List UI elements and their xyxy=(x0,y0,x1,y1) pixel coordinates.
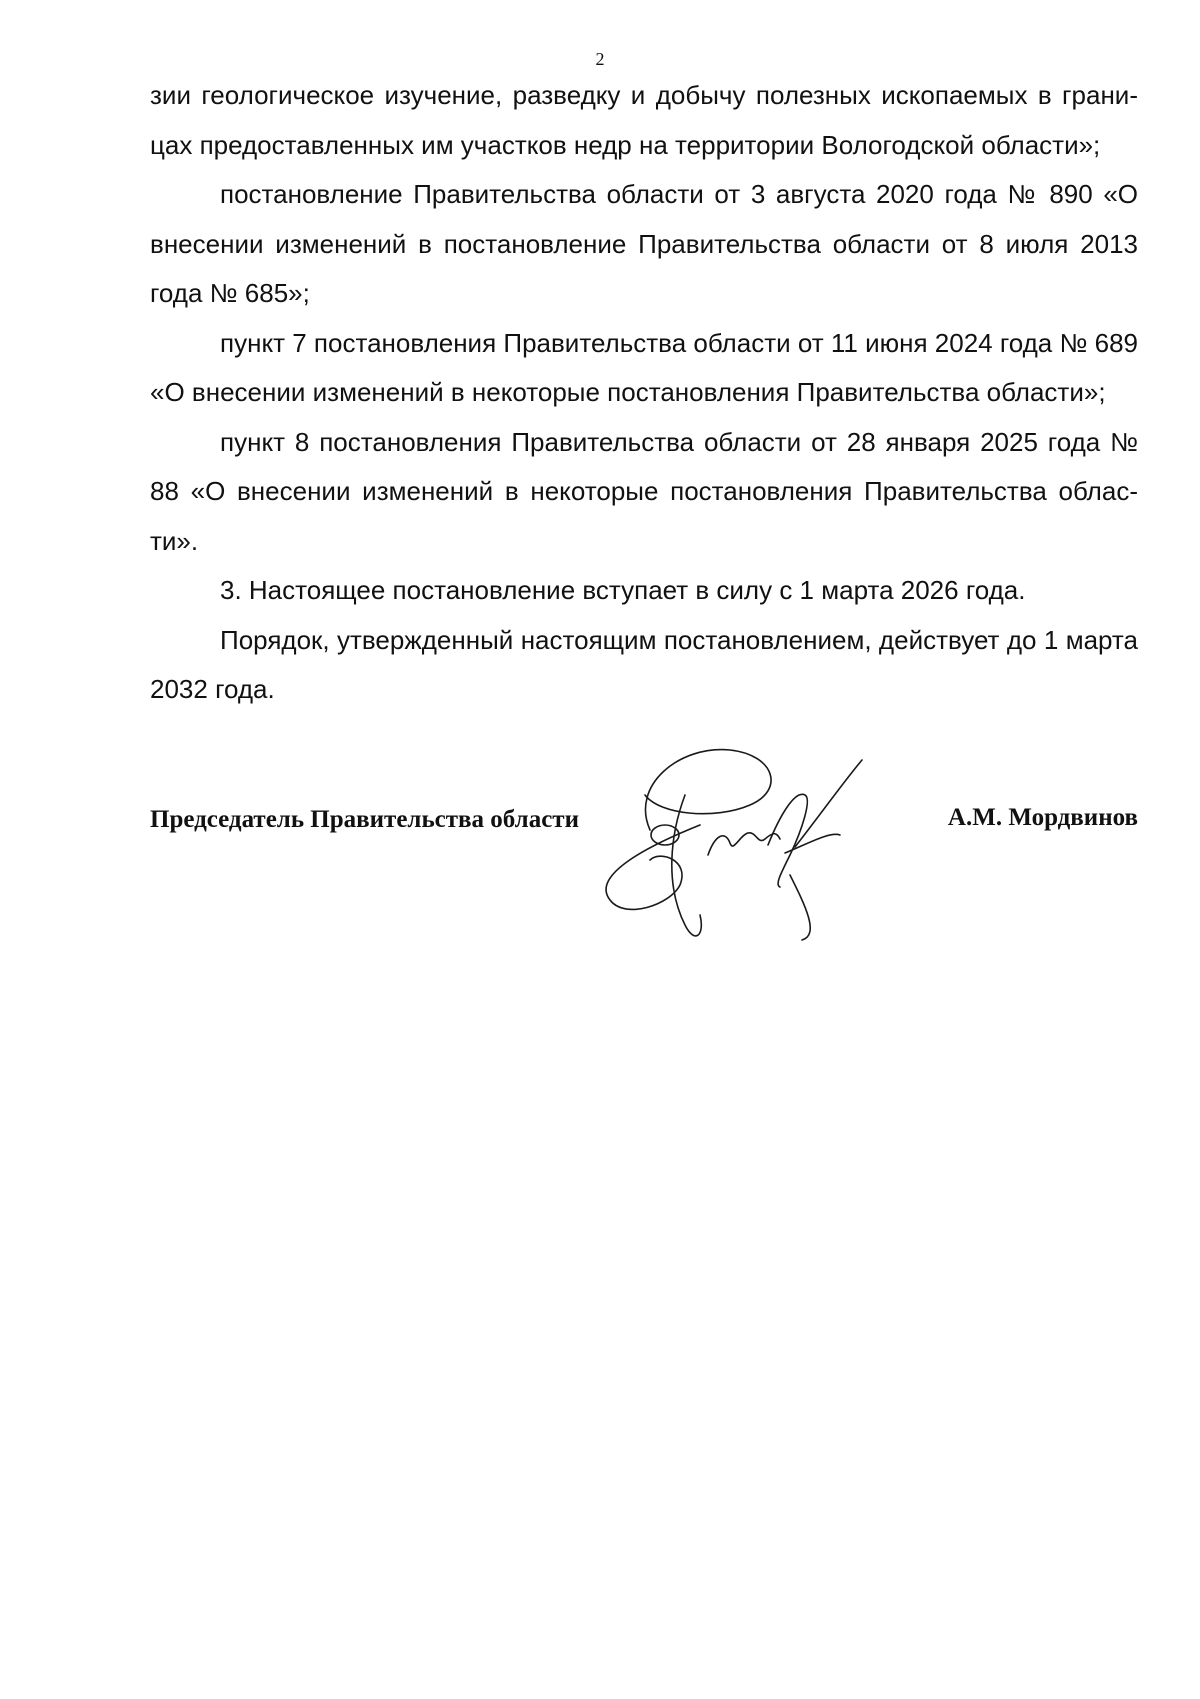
paragraph-item-7: пункт 7 постановления Правительства области от 11 июня 2024 года № 689 «О внесении изменений в некоторые постановления Правительства области»; xyxy=(150,327,1138,407)
paragraph-resolution-890: постановление Правительства области от 3 августа 2020 года № 890 «О внесении изменений в постановление Правительства области от 8 июля 2013 года № 685»; xyxy=(150,179,1138,308)
signer-name: А.М. Мордвинов xyxy=(947,804,1138,831)
paragraph-effective-date: 3. Настоящее постановление вступает в силу с 1 марта 2026 года. xyxy=(220,575,1026,605)
document-body xyxy=(150,71,1138,715)
paragraph-item-8: пункт 8 постановления Правительства области от 28 января 2025 года № 88 «О внесении изменений в некоторые постановления Правительства области». xyxy=(150,426,1138,556)
page-number: 2 xyxy=(595,49,605,69)
handwritten-signature xyxy=(590,735,950,955)
signer-title: Председатель Правительства области xyxy=(150,806,579,833)
paragraph-validity: Порядок, утвержденный настоящим постановлением, действует до 1 марта 2032 года. xyxy=(150,624,1138,704)
paragraph-continuation: зии геологическое изучение, разведку и добычу полезных ископаемых в границах предоставленных им участков недр на территории Вологодской области»; xyxy=(150,80,1138,160)
